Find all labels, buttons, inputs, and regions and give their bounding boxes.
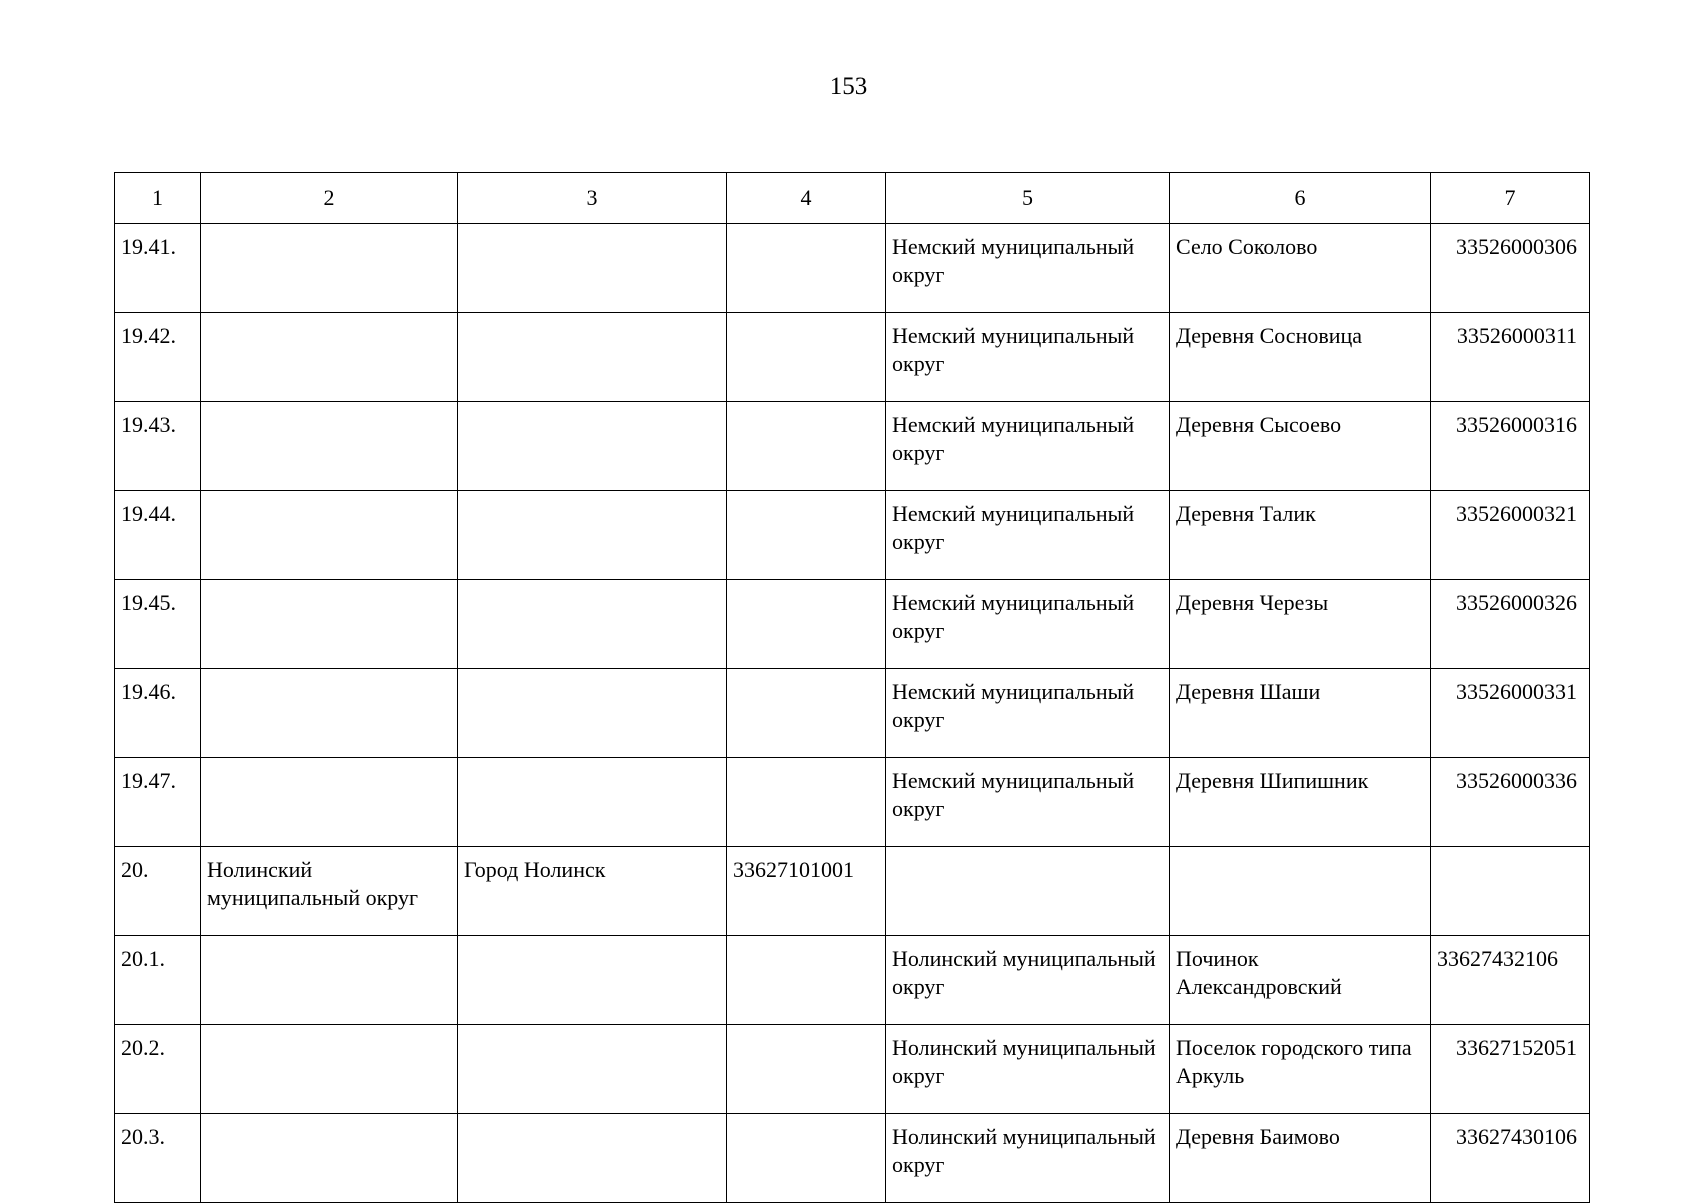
row-number: 19.41. bbox=[115, 224, 201, 313]
municipal-district bbox=[886, 847, 1170, 936]
settlement-code: 33526000311 bbox=[1431, 313, 1590, 402]
row-number: 20.1. bbox=[115, 936, 201, 1025]
table-row bbox=[115, 669, 1590, 758]
municipal-district: Немский муниципальный округ bbox=[886, 224, 1170, 313]
table-row bbox=[115, 580, 1590, 669]
municipal-district: Немский муниципальный округ bbox=[886, 669, 1170, 758]
district-name bbox=[201, 402, 458, 491]
settlements-table bbox=[114, 172, 1590, 1203]
table-row bbox=[115, 847, 1590, 936]
header-col-1: 1 bbox=[115, 173, 201, 224]
settlement-code: 33627152051 bbox=[1431, 1025, 1590, 1114]
admin-center bbox=[458, 758, 727, 847]
admin-center-code bbox=[727, 1114, 886, 1203]
admin-center-code bbox=[727, 313, 886, 402]
settlement-name: Деревня Сысоево bbox=[1170, 402, 1431, 491]
row-number: 19.45. bbox=[115, 580, 201, 669]
municipal-district: Нолинский муниципальный округ bbox=[886, 1114, 1170, 1203]
district-name bbox=[201, 758, 458, 847]
settlement-code: 33526000326 bbox=[1431, 580, 1590, 669]
municipal-district: Немский муниципальный округ bbox=[886, 402, 1170, 491]
settlement-code: 33526000316 bbox=[1431, 402, 1590, 491]
municipal-district: Немский муниципальный округ bbox=[886, 491, 1170, 580]
admin-center bbox=[458, 402, 727, 491]
header-col-5: 5 bbox=[886, 173, 1170, 224]
district-name bbox=[201, 491, 458, 580]
row-number: 20.2. bbox=[115, 1025, 201, 1114]
settlement-code: 33526000321 bbox=[1431, 491, 1590, 580]
admin-center bbox=[458, 936, 727, 1025]
district-name bbox=[201, 580, 458, 669]
admin-center-code bbox=[727, 491, 886, 580]
admin-center-code bbox=[727, 402, 886, 491]
settlement-code: 33526000336 bbox=[1431, 758, 1590, 847]
header-col-7: 7 bbox=[1431, 173, 1590, 224]
district-name bbox=[201, 1114, 458, 1203]
municipal-district: Немский муниципальный округ bbox=[886, 758, 1170, 847]
admin-center bbox=[458, 1114, 727, 1203]
admin-center-code bbox=[727, 669, 886, 758]
admin-center-code: 33627101001 bbox=[727, 847, 886, 936]
settlement-code: 33627430106 bbox=[1431, 1114, 1590, 1203]
settlement-name: Деревня Шипишник bbox=[1170, 758, 1431, 847]
settlement-name: Деревня Баимово bbox=[1170, 1114, 1431, 1203]
table-row bbox=[115, 491, 1590, 580]
table-row bbox=[115, 936, 1590, 1025]
row-number: 19.46. bbox=[115, 669, 201, 758]
settlement-name: Село Соколово bbox=[1170, 224, 1431, 313]
municipal-district: Немский муниципальный округ bbox=[886, 580, 1170, 669]
table-row bbox=[115, 224, 1590, 313]
header-col-4: 4 bbox=[727, 173, 886, 224]
admin-center bbox=[458, 580, 727, 669]
settlement-name: Деревня Шаши bbox=[1170, 669, 1431, 758]
table-body bbox=[115, 224, 1590, 1203]
row-number: 19.47. bbox=[115, 758, 201, 847]
table-row bbox=[115, 1025, 1590, 1114]
district-name: Нолинский муниципальный округ bbox=[201, 847, 458, 936]
admin-center bbox=[458, 1025, 727, 1114]
row-number: 19.43. bbox=[115, 402, 201, 491]
district-name bbox=[201, 1025, 458, 1114]
admin-center-code bbox=[727, 580, 886, 669]
header-col-6: 6 bbox=[1170, 173, 1431, 224]
municipal-district: Немский муниципальный округ bbox=[886, 313, 1170, 402]
settlement-code: 33526000331 bbox=[1431, 669, 1590, 758]
admin-center-code bbox=[727, 1025, 886, 1114]
admin-center: Город Нолинск bbox=[458, 847, 727, 936]
table-row bbox=[115, 758, 1590, 847]
district-name bbox=[201, 936, 458, 1025]
settlement-name: Деревня Черезы bbox=[1170, 580, 1431, 669]
municipal-district: Нолинский муниципальный округ bbox=[886, 1025, 1170, 1114]
settlement-name: Деревня Талик bbox=[1170, 491, 1431, 580]
settlement-name: Починок Александровский bbox=[1170, 936, 1431, 1025]
admin-center-code bbox=[727, 936, 886, 1025]
district-name bbox=[201, 313, 458, 402]
header-col-3: 3 bbox=[458, 173, 727, 224]
table-row bbox=[115, 313, 1590, 402]
row-number: 20. bbox=[115, 847, 201, 936]
district-name bbox=[201, 669, 458, 758]
row-number: 20.3. bbox=[115, 1114, 201, 1203]
municipal-district: Нолинский муниципальный округ bbox=[886, 936, 1170, 1025]
settlement-name: Деревня Сосновица bbox=[1170, 313, 1431, 402]
admin-center bbox=[458, 669, 727, 758]
settlement-name: Поселок городского типа Аркуль bbox=[1170, 1025, 1431, 1114]
header-col-2: 2 bbox=[201, 173, 458, 224]
settlement-code bbox=[1431, 847, 1590, 936]
admin-center bbox=[458, 313, 727, 402]
table-header bbox=[115, 173, 1590, 224]
district-name bbox=[201, 224, 458, 313]
settlement-code: 33526000306 bbox=[1431, 224, 1590, 313]
settlement-code: 33627432106 bbox=[1431, 936, 1590, 1025]
settlement-name bbox=[1170, 847, 1431, 936]
table-row bbox=[115, 402, 1590, 491]
header-row bbox=[115, 173, 1590, 224]
admin-center bbox=[458, 224, 727, 313]
admin-center-code bbox=[727, 224, 886, 313]
row-number: 19.44. bbox=[115, 491, 201, 580]
table-row bbox=[115, 1114, 1590, 1203]
admin-center-code bbox=[727, 758, 886, 847]
row-number: 19.42. bbox=[115, 313, 201, 402]
page-number: 153 bbox=[829, 73, 868, 100]
admin-center bbox=[458, 491, 727, 580]
